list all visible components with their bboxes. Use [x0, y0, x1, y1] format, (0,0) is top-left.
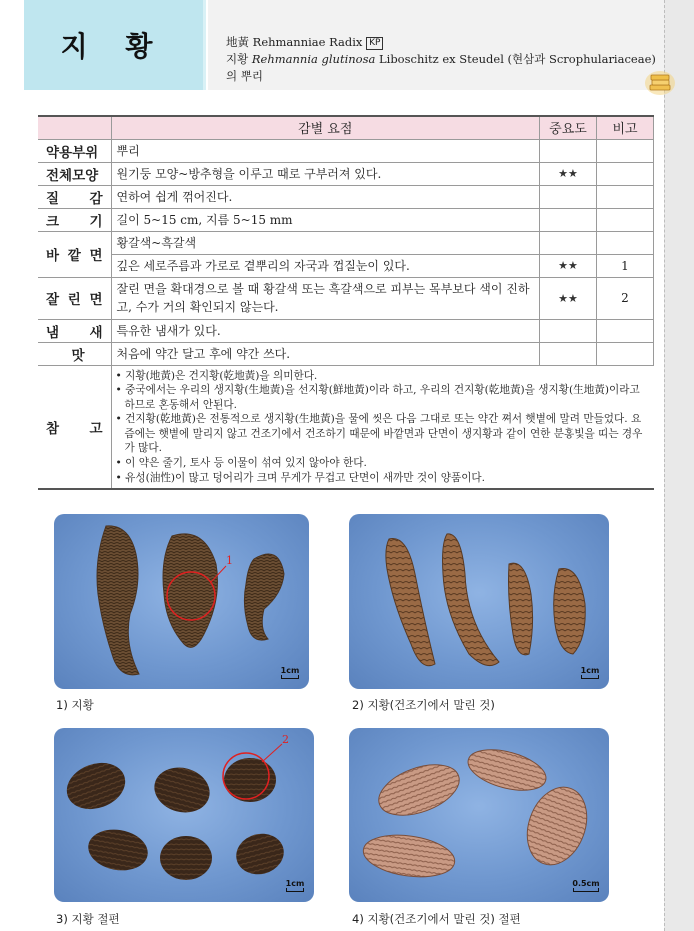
reference-item: • 이 약은 줄기, 토사 등 이물이 섞여 있지 않아야 한다. — [116, 456, 650, 471]
reference-list — [112, 366, 654, 489]
reference-cell — [111, 365, 654, 489]
scale-bar-2 — [579, 666, 601, 679]
row-importance — [540, 139, 597, 162]
scale-label-2: 1cm — [580, 666, 600, 675]
row-label: 크 기 — [38, 208, 111, 231]
row-importance — [540, 208, 597, 231]
scale-label-3: 1cm — [285, 879, 305, 888]
marker-2-label: 2 — [282, 733, 289, 746]
table-row — [38, 162, 654, 185]
header-text — [226, 34, 656, 85]
row-desc: 특유한 냄새가 있다. — [111, 319, 540, 342]
table-row — [38, 231, 654, 254]
row-importance — [540, 185, 597, 208]
row-label: 잘 린 면 — [38, 277, 111, 319]
table-row — [38, 342, 654, 365]
side-strip — [664, 0, 694, 931]
title-box — [24, 0, 206, 90]
row-label: 바 깥 면 — [38, 231, 111, 277]
header-line-2 — [226, 51, 656, 68]
row-note — [597, 139, 654, 162]
table-row — [38, 208, 654, 231]
row-desc: 길이 5~15 cm, 지름 5~15 mm — [111, 208, 540, 231]
row-desc: 처음에 약간 달고 후에 약간 쓰다. — [111, 342, 540, 365]
marker-1-label: 1 — [226, 554, 233, 567]
row-desc: 뿌리 — [111, 139, 540, 162]
table-row — [38, 254, 654, 277]
photo-3-image — [54, 728, 314, 902]
photo-4-image — [349, 728, 609, 902]
row-note — [597, 162, 654, 185]
species-name: Rehmannia glutinosa — [251, 52, 376, 66]
row-desc: 연하여 쉽게 꺾어진다. — [111, 185, 540, 208]
caption-1: 1) 지황 — [56, 698, 94, 712]
caption-3: 3) 지황 절편 — [56, 912, 120, 926]
reference-label: 참 고 — [38, 365, 111, 489]
scale-bar-4 — [571, 879, 601, 892]
header-main: 감별 요점 — [111, 116, 540, 139]
identification-table — [38, 115, 654, 490]
row-note: 1 — [597, 254, 654, 277]
header-line-1 — [226, 34, 656, 51]
scale-bar-1 — [279, 666, 301, 679]
row-importance — [540, 342, 597, 365]
row-importance: ★★ — [540, 162, 597, 185]
caption-2: 2) 지황(건조기에서 말린 것) — [352, 698, 495, 712]
row-desc: 황갈색~흑갈색 — [111, 231, 540, 254]
table-header-row — [38, 116, 654, 139]
row-note: 2 — [597, 277, 654, 319]
row-desc: 잘린 면을 확대경으로 볼 때 황갈색 또는 흑갈색으로 피부는 목부보다 색이 진하고, 수가 거의 확인되지 않는다. — [111, 277, 540, 319]
row-importance: ★★ — [540, 254, 597, 277]
book-stack-icon — [644, 70, 676, 96]
row-note — [597, 342, 654, 365]
reference-item: • 중국에서는 우리의 생지황(生地黃)을 선지황(鮮地黃)이라 하고, 우리의 건지황(乾地黃)을 생지황(生地黃)이라고 하므로 혼동해서 안된다. — [116, 383, 650, 412]
photo-3 — [54, 728, 314, 902]
row-desc: 원기둥 모양~방추형을 이루고 때로 구부러져 있다. — [111, 162, 540, 185]
scale-label-4: 0.5cm — [572, 879, 600, 888]
row-label: 냄 새 — [38, 319, 111, 342]
row-note — [597, 208, 654, 231]
table-row — [38, 185, 654, 208]
row-label: 맛 — [38, 342, 111, 365]
table-row — [38, 319, 654, 342]
reference-item: • 지황(地黃)은 건지황(乾地黃)을 의미한다. — [116, 369, 650, 384]
row-label: 질 감 — [38, 185, 111, 208]
photo-4 — [349, 728, 609, 902]
row-label: 약용부위 — [38, 139, 111, 162]
kp-badge: KP — [366, 37, 383, 50]
photo-1-image — [54, 514, 309, 689]
page-title: 지 황 — [60, 30, 167, 63]
table-row — [38, 277, 654, 319]
header-note: 비고 — [597, 116, 654, 139]
row-importance — [540, 319, 597, 342]
row-note — [597, 231, 654, 254]
caption-4: 4) 지황(건조기에서 말린 것) 절편 — [352, 912, 521, 926]
herb-latin: Rehmanniae Radix — [252, 35, 363, 49]
row-importance — [540, 231, 597, 254]
header-blank — [38, 116, 111, 139]
table-row — [38, 139, 654, 162]
scale-bar-3 — [284, 879, 306, 892]
photo-2-image — [349, 514, 609, 689]
scale-label-1: 1cm — [280, 666, 300, 675]
row-desc: 깊은 세로주름과 가로로 곁뿌리의 자국과 껍질눈이 있다. — [111, 254, 540, 277]
reference-row — [38, 365, 654, 489]
reference-item: • 유성(油性)이 많고 덩어리가 크며 무게가 무겁고 단면이 새까만 것이 양품이다. — [116, 471, 650, 486]
herb-korean: 지황 — [226, 52, 249, 66]
photo-1 — [54, 514, 309, 689]
herb-hanja: 地黃 — [226, 35, 249, 49]
row-importance: ★★ — [540, 277, 597, 319]
row-note — [597, 185, 654, 208]
reference-item: • 건지황(乾地黃)은 전통적으로 생지황(生地黃)을 물에 씻은 다음 그대로 또는 약간 쪄서 햇볕에 말려 만들었다. 요즘에는 햇볕에 말리지 않고 건조기에서 건조하기 때문에 바깥면과 단면이 생지황과 같이 연한 분홍빛을 띠는 경우가 많다. — [116, 412, 650, 456]
row-label: 전체모양 — [38, 162, 111, 185]
header-line-3: 의 뿌리 — [226, 69, 263, 83]
photo-2 — [349, 514, 609, 689]
species-rest: Liboschitz ex Steudel (현삼과 Scrophulariaceae) — [379, 52, 656, 66]
header-importance: 중요도 — [540, 116, 597, 139]
row-note — [597, 319, 654, 342]
